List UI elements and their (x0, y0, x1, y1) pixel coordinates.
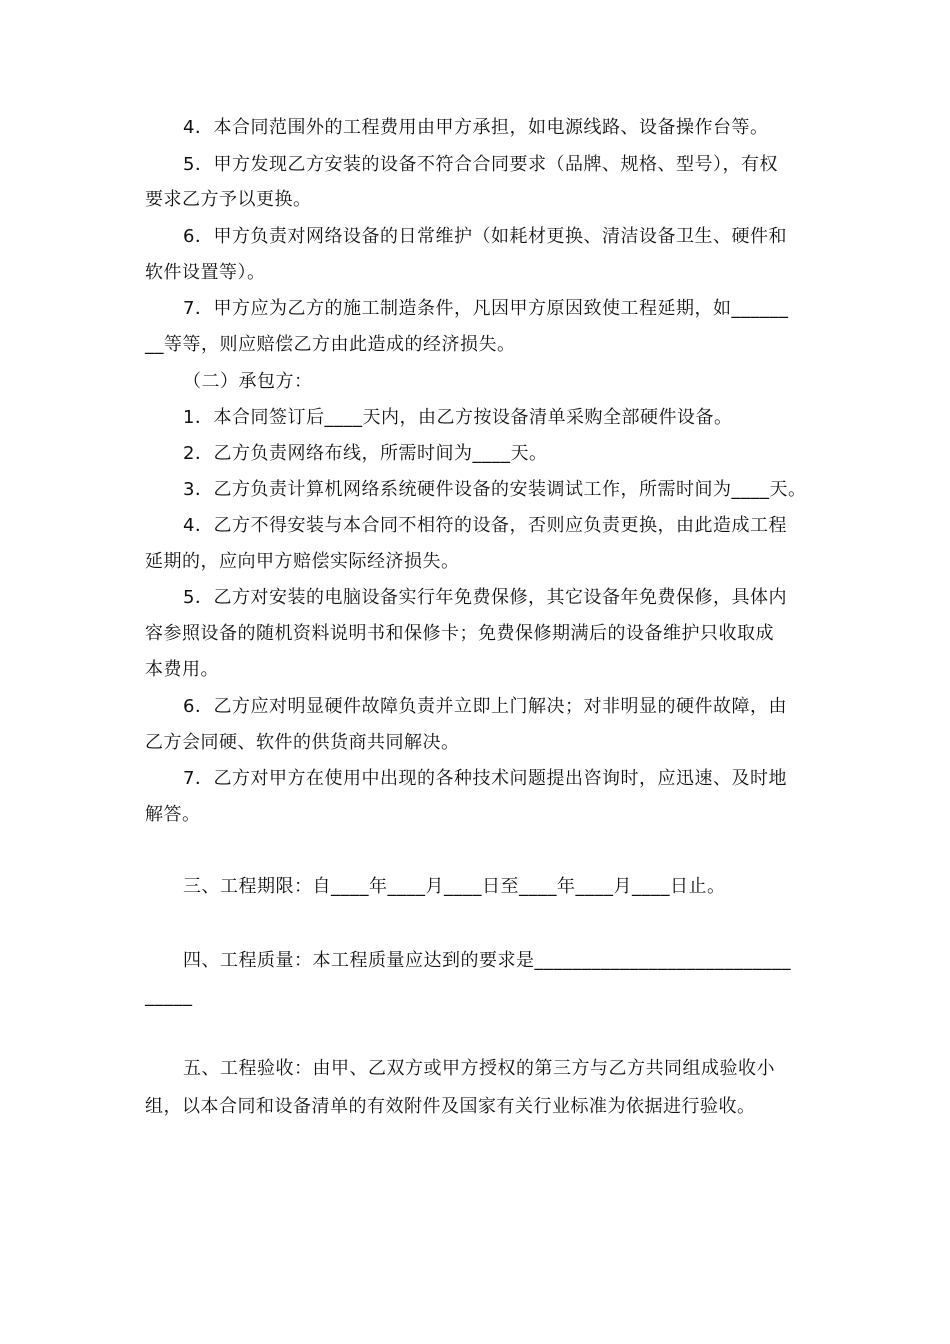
paragraph-line: 容参照设备的随机资料说明书和保修卡；免费保修期满后的设备维护只收取成 (145, 623, 774, 644)
section-heading: 四、工程质量：本工程质量应达到的要求是___________________________ (183, 950, 791, 971)
paragraph-line: 6．乙方应对明显硬件故障负责并立即上门解决；对非明显的硬件故障，由 (183, 696, 787, 717)
paragraph-line: 5．甲方发现乙方安装的设备不符合合同要求（品牌、规格、型号），有权 (183, 154, 778, 175)
paragraph-line: 3．乙方负责计算机网络系统硬件设备的安装调试工作，所需时间为____天。 (183, 479, 807, 500)
paragraph-line: 软件设置等）。 (145, 262, 266, 283)
paragraph-line: 5．乙方对安装的电脑设备实行年免费保修，其它设备年免费保修，具体内 (183, 587, 787, 608)
section-heading: 五、工程验收：由甲、乙双方或甲方授权的第三方与乙方共同组成验收小 (183, 1058, 775, 1079)
paragraph-line: 本费用。 (145, 659, 219, 680)
paragraph-line: 1．本合同签订后____天内，由乙方按设备清单采购全部硬件设备。 (183, 407, 733, 428)
paragraph-line: 要求乙方予以更换。 (145, 189, 312, 210)
paragraph-line: 延期的，应向甲方赔偿实际经济损失。 (145, 551, 460, 572)
section-heading: 三、工程期限：自____年____月____日至____年____月____日止。 (183, 876, 726, 897)
paragraph-line: 4．本合同范围外的工程费用由甲方承担，如电源线路、设备操作台等。 (183, 117, 769, 138)
paragraph-line: 2．乙方负责网络布线，所需时间为____天。 (183, 443, 548, 464)
paragraph-line: 解答。 (145, 804, 201, 825)
paragraph-line: 组，以本合同和设备清单的有效附件及国家有关行业标准为依据进行验收。 (145, 1096, 756, 1117)
paragraph-line: 7．甲方应为乙方的施工制造条件，凡因甲方原因致使工程延期，如______ (183, 298, 789, 319)
paragraph-line: _____ (145, 986, 193, 1007)
paragraph-line: 4．乙方不得安装与本合同不相符的设备，否则应负责更换，由此造成工程 (183, 515, 787, 536)
section-heading: （二）承包方： (183, 371, 313, 392)
paragraph-line: 7．乙方对甲方在使用中出现的各种技术问题提出咨询时，应迅速、及时地 (183, 768, 787, 789)
paragraph-line: 6．甲方负责对网络设备的日常维护（如耗材更换、清洁设备卫生、硬件和 (183, 226, 787, 247)
paragraph-line: 乙方会同硬、软件的供货商共同解决。 (145, 732, 460, 753)
paragraph-line: __等等，则应赔偿乙方由此造成的经济损失。 (145, 334, 516, 355)
